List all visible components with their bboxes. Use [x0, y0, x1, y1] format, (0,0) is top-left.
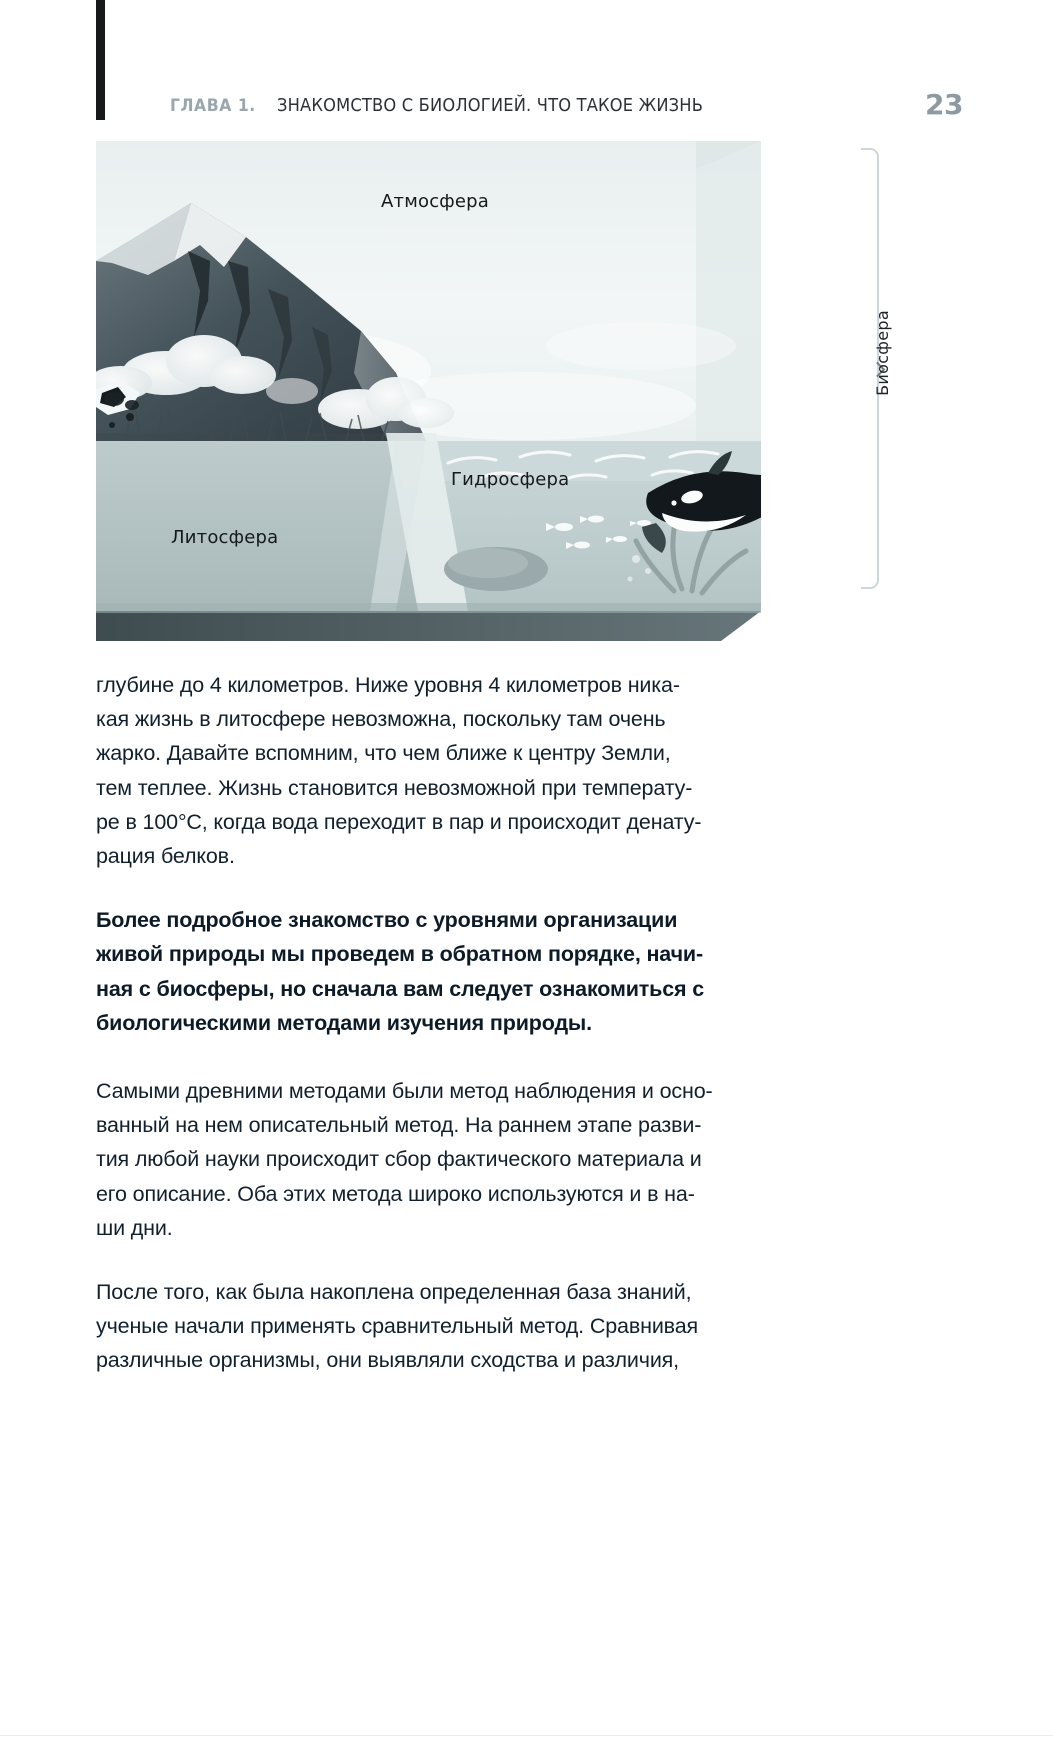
text-line: ванный на нем описательный метод. На раннем этапе разви-: [96, 1113, 702, 1138]
body-text-column: [96, 668, 786, 1408]
text-line: различные организмы, они выявляли сходства и различия,: [96, 1348, 679, 1373]
biosphere-diagram: [96, 141, 761, 641]
diagram-canvas: [96, 141, 761, 641]
text-line: После того, как была накоплена определенная база знаний,: [96, 1280, 692, 1305]
base-slab: [96, 611, 761, 641]
text-line: Более подробное знакомство с уровнями организации: [96, 908, 678, 933]
text-line: кая жизнь в литосфере невозможна, поскольку там очень: [96, 707, 666, 732]
text-line: тем теплее. Жизнь становится невозможной при температу-: [96, 775, 693, 800]
label-biosphere: Биосфера: [873, 310, 892, 396]
paragraph-2: [96, 903, 786, 1040]
label-hydrosphere: Гидросфера: [451, 469, 570, 490]
page-number: 23: [925, 88, 963, 121]
paragraph-4: [96, 1275, 786, 1378]
page-footer-rule: [0, 1735, 1053, 1736]
text-line: ре в 100°C, когда вода переходит в пар и происходит денату-: [96, 809, 702, 834]
text-line: живой природы мы проведем в обратном порядке, начи-: [96, 942, 703, 967]
paragraph-3: [96, 1074, 786, 1245]
text-line: жарко. Давайте вспомним, что чем ближе к центру Земли,: [96, 741, 671, 766]
text-line: рация белков.: [96, 844, 235, 869]
label-atmosphere: Атмосфера: [381, 191, 490, 212]
running-head-title: ЗНАКОМСТВО С БИОЛОГИЕЙ. ЧТО ТАКОЕ ЖИЗНЬ: [277, 96, 704, 116]
text-line: ученые начали применять сравнительный метод. Сравнивая: [96, 1314, 699, 1339]
running-head-chapter: ГЛАВА 1.: [170, 96, 256, 116]
text-line: его описание. Оба этих метода широко используются и в на-: [96, 1181, 695, 1206]
page-edge-bar: [96, 0, 105, 120]
text-line: глубине до 4 километров. Ниже уровня 4 километров ника-: [96, 673, 680, 697]
paragraph-1: [96, 668, 786, 873]
text-line: биологическими методами изучения природы.: [96, 1010, 592, 1035]
label-lithosphere: Литосфера: [171, 527, 279, 548]
text-line: Самыми древними методами были метод наблюдения и осно-: [96, 1079, 713, 1104]
running-head: [105, 96, 905, 128]
text-line: тия любой науки происходит сбор фактического материала и: [96, 1147, 702, 1172]
biosphere-illustration-svg: [96, 141, 761, 641]
text-line: ши дни.: [96, 1215, 173, 1240]
lithosphere-block: [96, 441, 421, 611]
text-line: ная с биосферы, но сначала вам следует ознакомиться с: [96, 976, 705, 1001]
